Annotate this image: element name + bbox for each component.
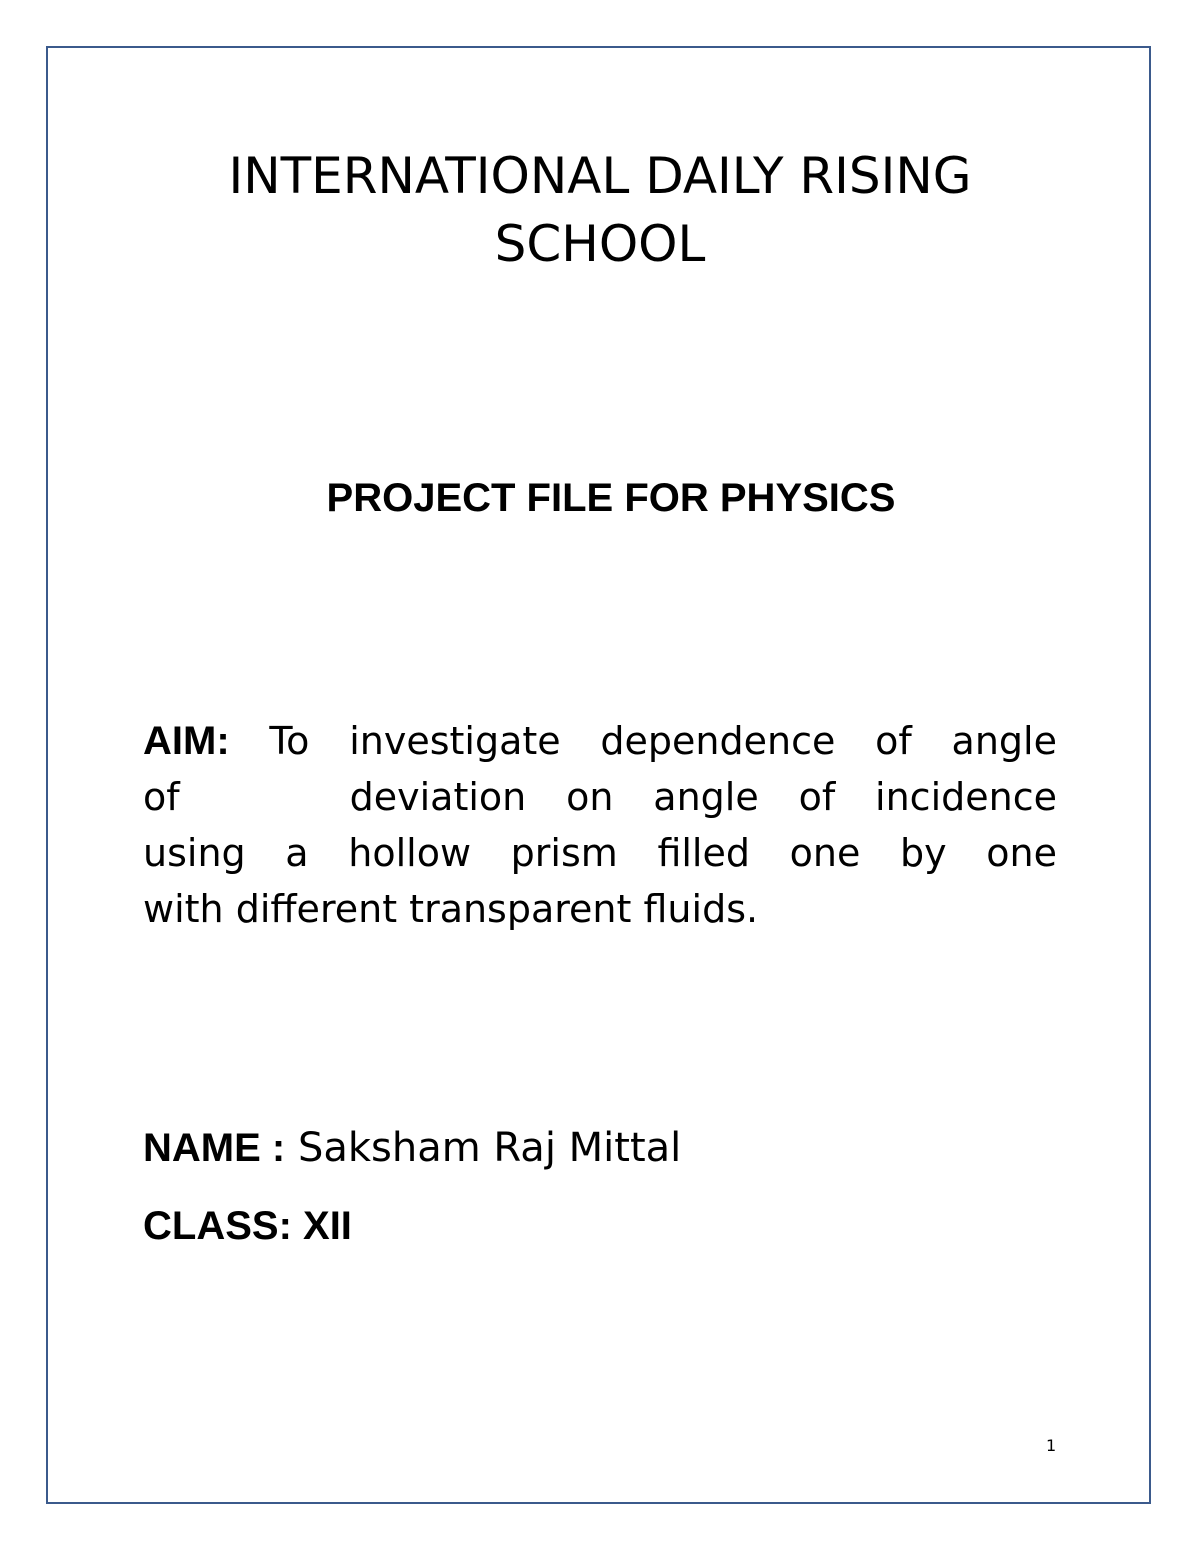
class-label: CLASS:	[143, 1204, 292, 1248]
aim-line-1	[143, 713, 1057, 769]
aim-line-3: using a hollow prism filled one by one	[143, 831, 1057, 875]
student-name-row	[143, 1120, 681, 1176]
student-class-row	[143, 1198, 352, 1254]
project-title: PROJECT FILE FOR PHYSICS	[326, 476, 896, 520]
class-value: XII	[303, 1204, 352, 1248]
aim-text-line-1: To investigate dependence of angle	[269, 719, 1057, 763]
aim-text-line-2-rest: deviation on angle of incidence	[349, 775, 1057, 819]
aim-text-line-2-start: of	[143, 775, 180, 819]
name-value: Saksham Raj Mittal	[297, 1125, 682, 1171]
page-number: 1	[1046, 1436, 1057, 1455]
aim-paragraph	[143, 713, 1057, 937]
school-name-line-2: SCHOOL	[494, 215, 706, 273]
aim-line-4: with different transparent fluids.	[143, 887, 759, 931]
school-name-line-1: INTERNATIONAL DAILY RISING	[228, 147, 972, 205]
name-label: NAME :	[143, 1126, 286, 1170]
school-name	[0, 142, 1200, 278]
aim-label: AIM:	[143, 719, 230, 763]
aim-line-2	[143, 769, 1057, 825]
